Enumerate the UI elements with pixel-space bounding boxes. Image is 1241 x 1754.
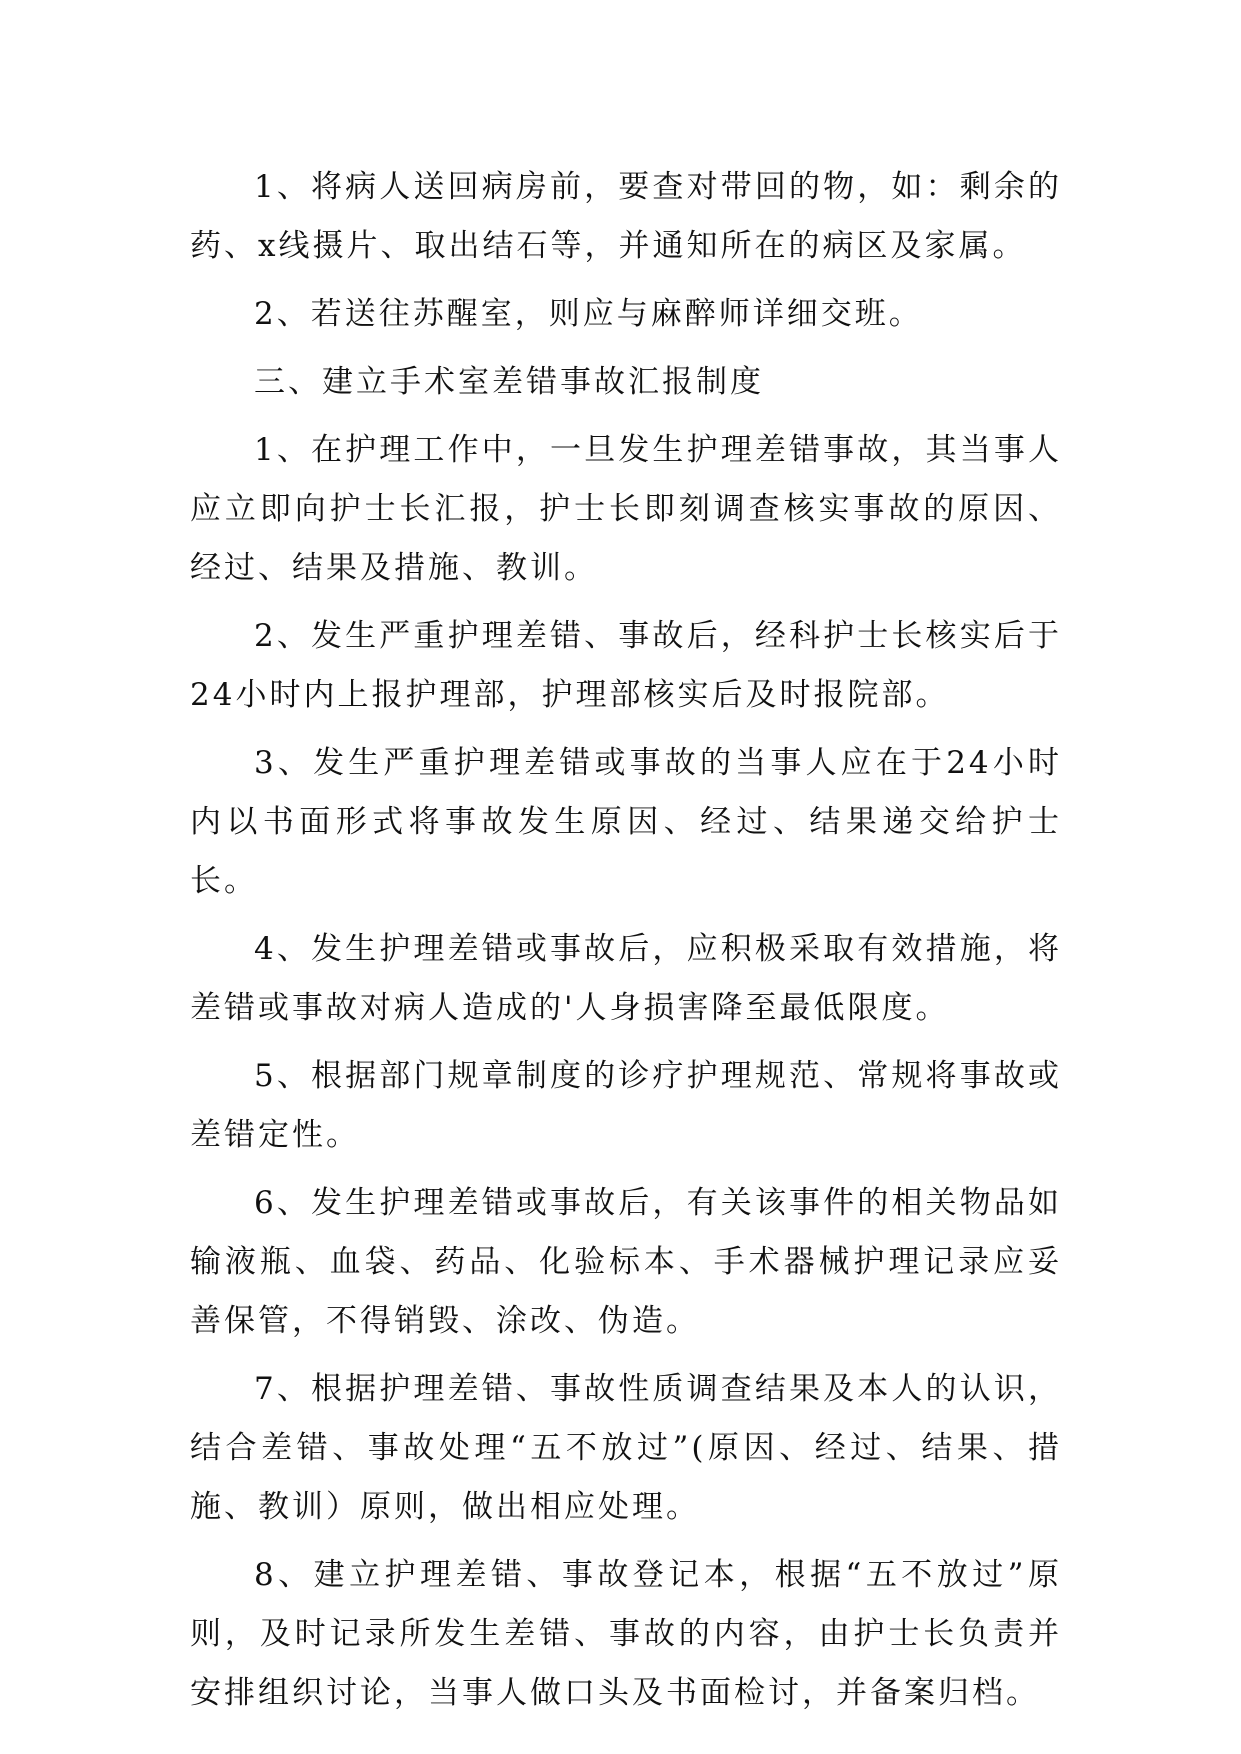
paragraph-preserve-evidence: 6、发生护理差错或事故后，有关该事件的相关物品如输液瓶、血袋、药品、化验标本、手术器械护理记录应妥善保管，不得销毁、涂改、伪造。 [190, 1185, 1062, 1339]
paragraph-return-ward: 1、将病人送回病房前，要查对带回的物，如：剩余的药、x线摄片、取出结石等，并通知所在的病区及家属。 [190, 169, 1062, 264]
paragraph-report-head-nurse: 1、在护理工作中，一旦发生护理差错事故，其当事人应立即向护士长汇报，护士长即刻调查核实事故的原因、经过、结果及措施、教训。 [190, 432, 1062, 586]
paragraph-recovery-room: 2、若送往苏醒室，则应与麻醉师详细交班。 [254, 296, 923, 332]
paragraph-classify-incident: 5、根据部门规章制度的诊疗护理规范、常规将事故或差错定性。 [190, 1058, 1062, 1153]
paragraph-register-book: 8、建立护理差错、事故登记本，根据“五不放过”原则，及时记录所发生差错、事故的内容，由护士长负责并安排组织讨论，当事人做口头及书面检讨，并备案归档。 [190, 1557, 1062, 1711]
paragraph-five-principles: 7、根据护理差错、事故性质调查结果及本人的认识，结合差错、事故处理“五不放过”(原因、经过、结果、措施、教训）原则，做出相应处理。 [190, 1371, 1062, 1525]
section-heading: 三、建立手术室差错事故汇报制度 [254, 364, 764, 400]
document-body [190, 158, 1062, 1732]
paragraph-24h-report: 2、发生严重护理差错、事故后，经科护士长核实后于24小时内上报护理部，护理部核实后及时报院部。 [190, 618, 1062, 713]
paragraph-written-report: 3、发生严重护理差错或事故的当事人应在于24小时内以书面形式将事故发生原因、经过、结果递交给护士长。 [190, 745, 1062, 899]
paragraph-take-measures: 4、发生护理差错或事故后，应积极采取有效措施，将差错或事故对病人造成的'人身损害降至最低限度。 [190, 931, 1062, 1026]
